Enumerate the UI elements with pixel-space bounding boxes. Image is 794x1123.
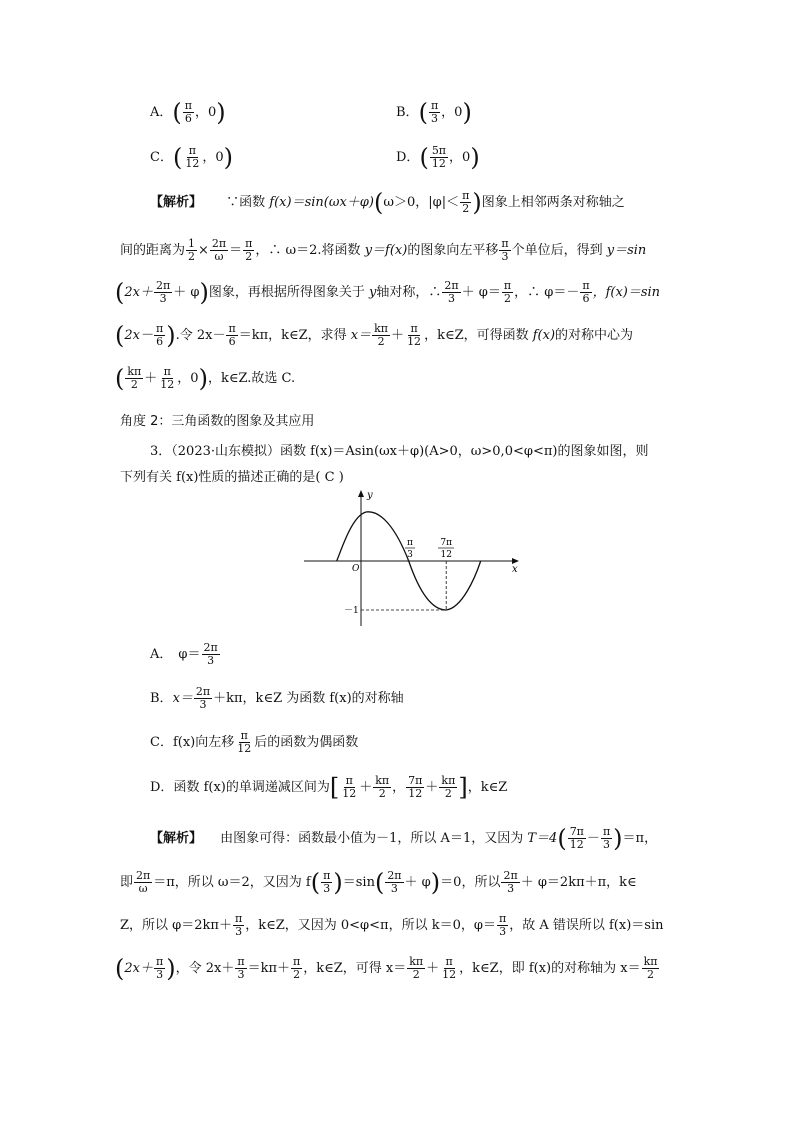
solution1-line4: (2x－ $\frac{\pi}{6}$ ).令 2x－ $\frac{\pi}{6}$ ＝kπ，k∈Z，求得 x＝ $\frac{k\pi}{2}$ ＋ $\frac{\pi}{12}$ ，k∈Z，可得函数 f(x)的对称中心为 (115, 321, 634, 350)
sine-graph (300, 488, 530, 628)
y-axis-label: y (367, 490, 373, 501)
solution-tag: 【解析】 (150, 831, 203, 846)
solution2-line4: (2x＋ $\frac{\pi}{3}$ )，令 2x＋ $\frac{\pi}{3}$ ＝kπ＋ $\frac{\pi}{2}$ ，k∈Z，可得 x＝ $\frac{k\pi}{2}$ ＋ $\frac{\pi}{12}$ ，k∈Z，即 f(x)的对称轴为 x＝ $\frac{k\pi}{2}$ (115, 954, 658, 983)
tick-pi3-num: π (407, 538, 413, 548)
q3-option-c: C．f(x)向左移 $\frac{\pi}{12}$ 后的函数为偶函数 (150, 729, 359, 755)
solution2-line3: Z，所以 φ＝2kπ＋ $\frac{\pi}{3}$ ，k∈Z，又因为 0<φ<π，所以 k＝0，φ＝ $\frac{\pi}{3}$ ，故 A 错误所以 f(x)＝sin (120, 912, 664, 938)
q2-option-a: A．( $\frac{\pi}{6}$ ，0) (150, 98, 226, 127)
x-axis-label: x (512, 564, 518, 575)
section-heading: 角度 2：三角函数的图象及其应用 (120, 414, 315, 429)
min-value-label: －1 (344, 606, 359, 616)
solution1-line2: 间的距离为 $\frac{1}{2}$ × $\frac{2\pi}{\omega}$ ＝ $\frac{\pi}{2}$ ，∴ ω＝2.将函数 y＝f(x)的图象向左平移 $\frac{\pi}{3}$ 个单位后，得到 y＝sin (120, 237, 647, 263)
y-axis-arrow (358, 490, 364, 497)
solution-tag: 【解析】 (150, 195, 203, 210)
solution1-line1: 【解析】 ∵函数 f(x)＝sin(ωx＋φ)(ω＞0，|φ|＜ $\frac{\pi}{2}$ )图象上相邻两条对称轴之 (150, 188, 625, 217)
tick-pi3-den: 3 (407, 550, 413, 560)
q3-option-a: A． φ＝ $\frac{2\pi}{3}$ (150, 641, 218, 667)
tick-7pi12-den: 12 (440, 550, 452, 560)
q3-option-d: D．函数 f(x)的单调递减区间为[ $\frac{\pi}{12}$ ＋ $\frac{k\pi}{2}$ ， $\frac{7\pi}{12}$ ＋ $\frac{k\pi}{2}$ ]，k∈Z (150, 773, 508, 802)
origin-label: O (352, 564, 360, 574)
solution1-line3: (2x＋ $\frac{2\pi}{3}$ ＋ φ)图象，再根据所得图象关于 y轴对称，∴ $\frac{2\pi}{3}$ ＋ φ＝ $\frac{\pi}{2}$ ，∴ φ＝－ $\frac{\pi}{6}$ ，f(x)＝sin (115, 278, 661, 307)
q2-option-b: B．( $\frac{\pi}{3}$ ，0) (396, 98, 472, 127)
solution2-line1: 【解析】 由图象可得：函数最小值为－1，所以 A＝1，又因为 T＝4( $\frac{7\pi}{12}$ － $\frac{\pi}{3}$ )＝π， (150, 824, 658, 853)
solution2-line2: 即 $\frac{2\pi}{\omega}$ ＝π，所以 ω＝2，又因为 f( $\frac{\pi}{3}$ )＝sin( $\frac{2\pi}{3}$ ＋ φ)＝0，所以 $\frac{2\pi}{3}$ ＋ φ＝2kπ＋π，k∈ (120, 868, 637, 897)
tick-7pi12-num: 7π (440, 538, 453, 548)
q3-option-b: B．x＝ $\frac{2\pi}{3}$ ＋kπ，k∈Z 为函数 f(x)的对称轴 (150, 685, 404, 711)
solution1-line5: ( $\frac{k\pi}{2}$ ＋ $\frac{\pi}{12}$ ，0)，k∈Z.故选 C. (115, 364, 296, 393)
q2-option-d: D．( $\frac{5\pi}{12}$ ，0) (396, 143, 480, 172)
q3-line1: 3．（2023·山东模拟）函数 f(x)＝Asin(ωx＋φ)(A>0，ω>0,0<φ<π)的图象如图，则 (150, 444, 649, 459)
q3-line2: 下列有关 f(x)性质的描述正确的是( C ) (120, 470, 344, 485)
q2-option-c: C．( $\frac{\pi}{12}$ ，0) (150, 143, 233, 172)
